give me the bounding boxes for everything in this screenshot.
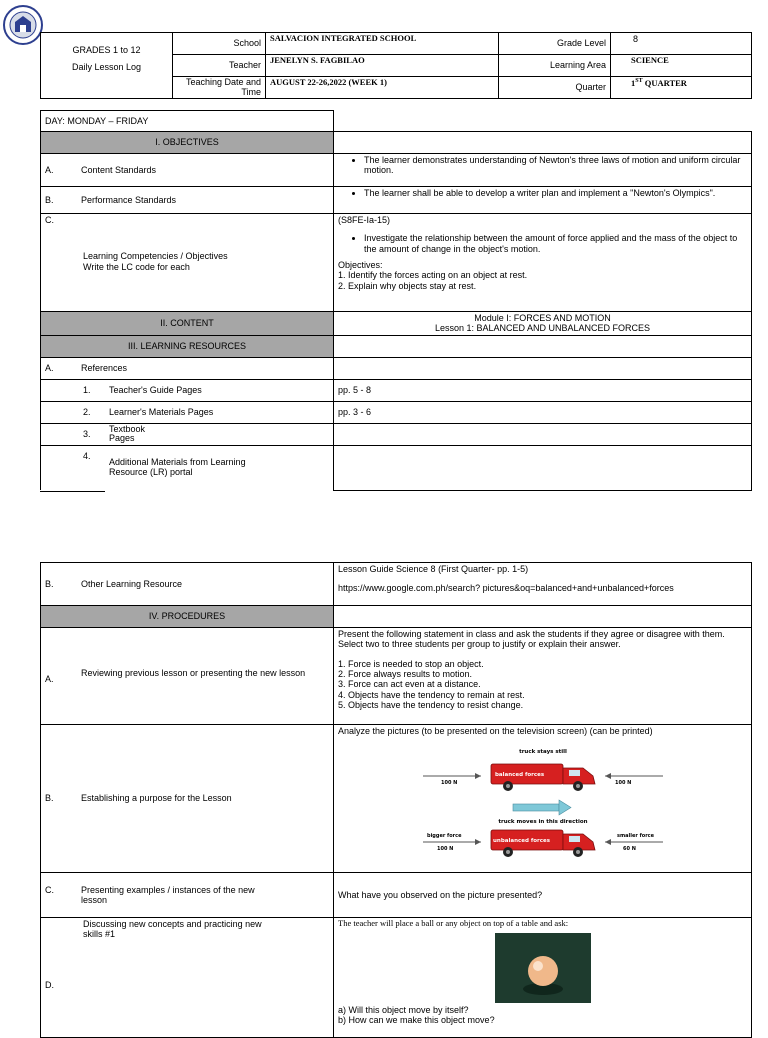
purpose-value <box>334 725 752 873</box>
grades-label: GRADES 1 to 12 <box>72 44 141 55</box>
lc-label: Learning Competencies / Objectives <box>83 251 228 262</box>
blank-header-cell <box>41 77 173 99</box>
additional-materials-value <box>334 445 752 490</box>
lesson-plan-table-2 <box>40 562 752 1038</box>
ball-on-table-photo <box>495 933 591 1003</box>
other-resource-label: Other Learning Resource <box>81 578 183 589</box>
grade-level-value: 8 <box>611 33 752 55</box>
content-standards-label: Content Standards <box>81 164 157 175</box>
discuss-text: The teacher will place a ball or any object on top of a table and ask: <box>338 918 569 928</box>
truck1-caption: truck stays still <box>518 749 567 756</box>
school-label: School <box>173 33 266 55</box>
purpose-cell: B. Establishing a purpose for the Lesson <box>41 725 334 873</box>
examples-cell: C. Presenting examples / instances of the new lesson <box>41 873 334 918</box>
learners-materials-value: pp. 3 - 6 <box>334 401 752 423</box>
date-value: AUGUST 22-26,2022 (WEEK 1) <box>266 77 499 99</box>
lc-code: (S8FE-Ia-15) <box>338 215 391 225</box>
quarter-label: Quarter <box>499 77 611 99</box>
teacher-value: JENELYN S. FAGBILAO <box>266 55 499 77</box>
grades-cell <box>41 33 173 77</box>
additional-materials-cell: 4. Additional Materials from Learning Resource (LR) portal <box>41 445 334 490</box>
references-cell: A. References <box>41 357 334 379</box>
review-item: 1. Force is needed to stop an object. <box>338 658 484 669</box>
performance-standards-cell: B. Performance Standards <box>41 187 334 214</box>
performance-standards-value: • The learner shall be able to develop a writer plan and implement a "Newton's Olympics". <box>334 187 752 214</box>
review-item: 5. Objects have the tendency to resist change. <box>338 700 524 711</box>
learning-competencies-cell <box>41 214 334 312</box>
discuss-question-1: a) Will this object move by itself? <box>338 1004 469 1015</box>
objectives-title: Objectives: <box>338 260 383 271</box>
teacher-label: Teacher <box>173 55 266 77</box>
direction-arrow <box>513 804 559 811</box>
svg-text:100 N: 100 N <box>614 780 631 787</box>
textbook-label: Textbook <box>109 424 146 435</box>
deped-seal-logo <box>2 2 44 48</box>
balanced-unbalanced-forces-figure <box>413 738 673 866</box>
learners-materials-cell: 2. Learner's Materials Pages <box>41 401 334 423</box>
svg-text:smaller force: smaller force <box>616 833 654 840</box>
references-label: References <box>81 363 128 374</box>
svg-text:100 N: 100 N <box>436 846 453 853</box>
other-resource-cell: B. Other Learning Resource <box>41 563 334 606</box>
purpose-label: Establishing a purpose for the Lesson <box>81 793 232 804</box>
review-intro: Present the following statement in class and ask the students if they agree or disagree with them. Select two to three students per group to justify or explain their answer. <box>338 629 725 650</box>
learning-competencies-value <box>334 214 752 312</box>
log-title: Daily Lesson Log <box>71 62 142 73</box>
objectives-heading: I. OBJECTIVES <box>41 132 334 154</box>
discuss-label: Discussing new concepts and practicing new skills #1 <box>83 919 262 940</box>
purpose-text: Analyze the pictures (to be presented on the television screen) (can be printed) <box>338 726 653 736</box>
review-item: 3. Force can act even at a distance. <box>338 679 481 690</box>
performance-standards-label: Performance Standards <box>81 194 177 205</box>
truck1-icon <box>491 764 595 791</box>
resources-heading: III. LEARNING RESOURCES <box>41 335 334 357</box>
lesson-plan-table-1 <box>40 110 752 491</box>
examples-label: Presenting examples / instances of the new lesson <box>81 884 255 905</box>
content-value <box>334 312 752 336</box>
day-label: DAY: MONDAY – FRIDAY <box>41 111 334 132</box>
truck2-icon <box>491 830 595 857</box>
svg-text:unbalanced forces: unbalanced forces <box>492 838 550 845</box>
objectives-heading-blank <box>334 132 752 154</box>
grade-level-label: Grade Level <box>499 33 611 55</box>
c-letter: C. <box>45 215 54 225</box>
discuss-question-2: b) How can we make this object move? <box>338 1015 495 1026</box>
svg-text:100 N: 100 N <box>440 780 457 787</box>
textbook-cell: 3. Textbook Pages <box>41 423 334 445</box>
references-blank <box>334 357 752 379</box>
review-label: Reviewing previous lesson or presenting the new lesson <box>81 667 306 678</box>
lesson-line: Lesson 1: BALANCED AND UNBALANCED FORCES <box>434 323 651 334</box>
additional-materials-label: Additional Materials from Learning <box>109 456 246 467</box>
learning-area-label: Learning Area <box>499 55 611 77</box>
review-value <box>334 628 752 725</box>
date-label: Teaching Date and Time <box>173 77 266 99</box>
procedures-heading: IV. PROCEDURES <box>41 606 334 628</box>
objective-2: 2. Explain why objects stay at rest. <box>338 280 477 291</box>
quarter-value: 1ST QUARTER <box>611 77 752 99</box>
learners-materials-label: Learner's Materials Pages <box>109 407 214 418</box>
teachers-guide-label: Teacher's Guide Pages <box>109 385 202 396</box>
review-cell: A. Reviewing previous lesson or presenting the new lesson <box>41 628 334 725</box>
teachers-guide-value: pp. 5 - 8 <box>334 379 752 401</box>
lc-sublabel: Write the LC code for each <box>83 261 190 272</box>
lesson-guide-ref: Lesson Guide Science 8 (First Quarter- pp. 1-5) <box>338 564 529 574</box>
teachers-guide-cell: 1. Teacher's Guide Pages <box>41 379 334 401</box>
school-value: SALVACION INTEGRATED SCHOOL <box>266 33 499 55</box>
examples-text: What have you observed on the picture presented? <box>334 873 752 918</box>
svg-text:bigger force: bigger force <box>426 833 461 840</box>
discuss-letter: D. <box>45 979 54 990</box>
discuss-value <box>334 918 752 1038</box>
svg-text:balanced forces: balanced forces <box>494 772 544 779</box>
textbook-value <box>334 423 752 445</box>
procedures-heading-blank <box>334 606 752 628</box>
module-line: Module I: FORCES AND MOTION <box>474 313 611 323</box>
content-standards-cell: A. Content Standards <box>41 154 334 187</box>
content-heading: II. CONTENT <box>41 312 334 336</box>
content-standards-value: • The learner demonstrates understanding of Newton's three laws of motion and uniform circular motion. <box>334 154 752 187</box>
objective-1: 1. Identify the forces acting on an object at rest. <box>338 270 528 281</box>
review-item: 4. Objects have the tendency to remain at rest. <box>338 689 525 700</box>
other-resource-value <box>334 563 752 606</box>
resources-heading-blank <box>334 335 752 357</box>
truck2-caption: truck moves in this direction <box>497 819 588 826</box>
learning-area-value: SCIENCE <box>611 55 752 77</box>
review-item: 2. Force always results to motion. <box>338 669 473 680</box>
table-underline <box>40 491 105 492</box>
header-table <box>40 32 752 99</box>
lc-text: • Investigate the relationship between the amount of force applied and the mass of the object to the amount of change in the object's motion. <box>364 233 747 254</box>
svg-text:60 N: 60 N <box>622 846 636 853</box>
discuss-cell <box>41 918 334 1038</box>
google-link[interactable]: https://www.google.com.ph/search? pictures&oq=balanced+and+unbalanced+forces <box>338 583 674 594</box>
day-blank <box>334 111 752 132</box>
